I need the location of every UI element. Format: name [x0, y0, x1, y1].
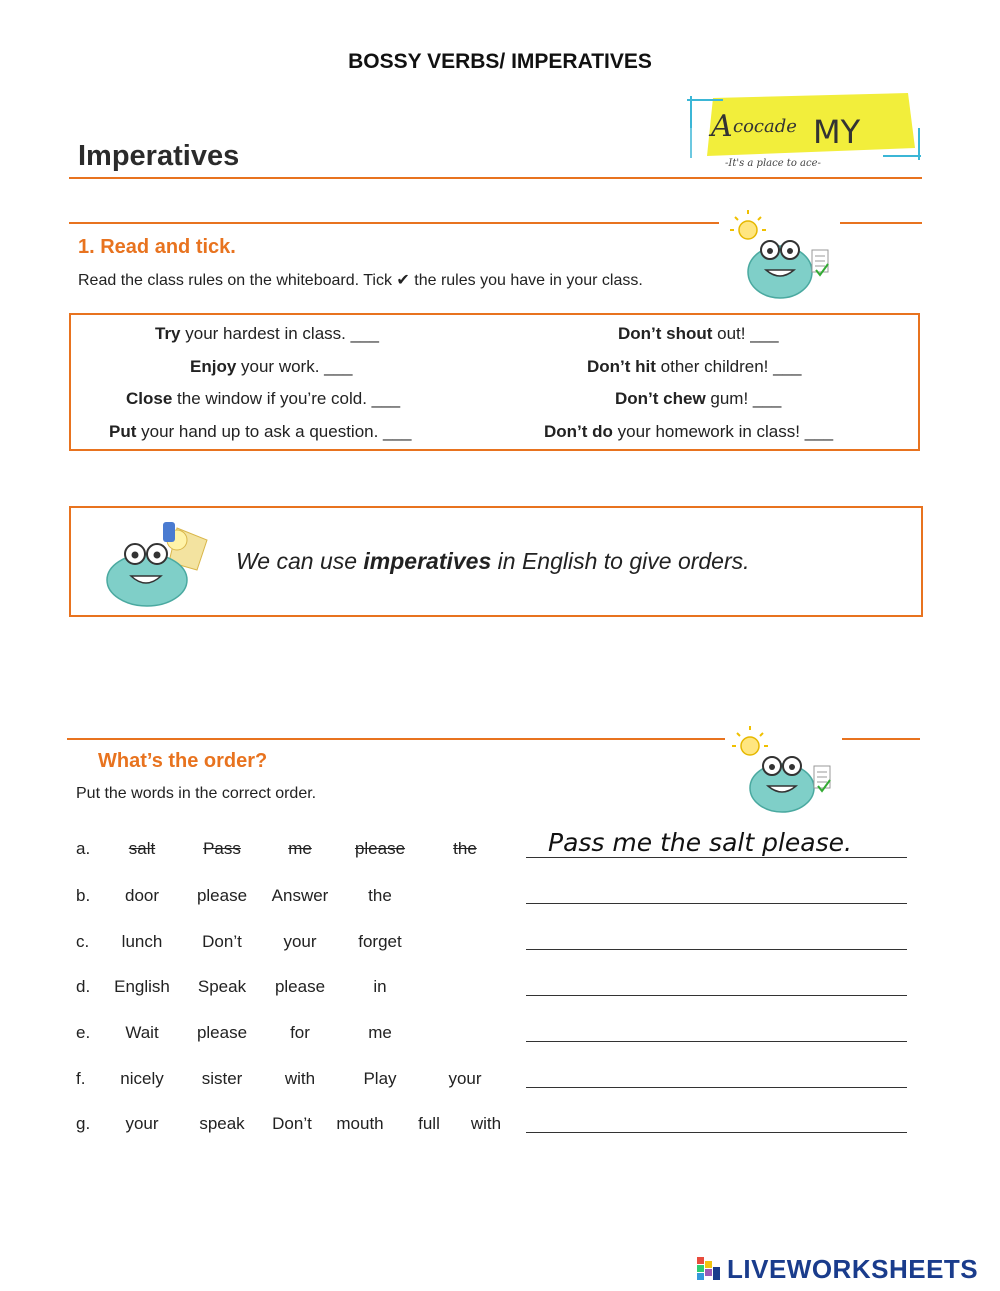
rule-left-2: Enjoy your work. ___: [190, 357, 353, 376]
row-letter-a: a.: [76, 839, 91, 858]
svg-text:cocade: cocade: [733, 116, 797, 137]
answer-line-b[interactable]: [526, 903, 907, 904]
answer-line-e[interactable]: [526, 1041, 907, 1042]
answer-line-d[interactable]: [526, 995, 907, 996]
row-letter-e: e.: [76, 1023, 91, 1042]
note-text: We can use imperatives in English to give orders.: [236, 548, 750, 574]
page-heading: Imperatives: [78, 140, 240, 172]
liveworksheets-logo-icon: [697, 1257, 723, 1281]
svg-text:MY: MY: [813, 113, 861, 151]
rule-right-2: Don’t hit other children! ___: [587, 357, 802, 376]
row-b-word: Answer: [271, 886, 329, 905]
svg-text:A: A: [711, 109, 733, 144]
row-b-word: please: [196, 886, 248, 905]
instruction-text-2: the rules you have in your class.: [414, 272, 643, 289]
row-a-word: salt: [128, 839, 156, 858]
mascot-icon: [730, 726, 840, 818]
rule-right-4: Don’t do your homework in class! ___: [544, 422, 834, 441]
row-g-word: speak: [199, 1114, 245, 1133]
row-e-word: please: [196, 1023, 248, 1042]
row-f-word: with: [284, 1069, 316, 1088]
section1-heading: 1. Read and tick.: [78, 236, 236, 258]
info-note-box: [69, 506, 923, 617]
mascot-icon: [728, 210, 838, 305]
rule-right-1: Don’t shout out! ___: [618, 324, 779, 343]
instruction-text-1: Read the class rules on the whiteboard. Tick: [78, 272, 392, 289]
answer-input-a[interactable]: Pass me the salt please.: [548, 828, 852, 857]
section1-divider-right: [840, 222, 922, 224]
class-rules-box: [69, 313, 920, 451]
section2-heading: What’s the order?: [98, 750, 268, 772]
row-e-word: Wait: [125, 1023, 159, 1042]
heading-underline: [69, 177, 922, 179]
answer-line-a[interactable]: [526, 857, 907, 858]
row-g-word: with: [470, 1114, 502, 1133]
row-c-word: forget: [358, 932, 402, 951]
mascot-lightbulb-icon: [99, 518, 214, 610]
section2-instruction: Put the words in the correct order.: [76, 785, 317, 802]
row-letter-d: d.: [76, 977, 91, 996]
row-f-word: your: [448, 1069, 482, 1088]
document-title: BOSSY VERBS/ IMPERATIVES: [348, 50, 652, 73]
answer-line-f[interactable]: [526, 1087, 907, 1088]
row-g-word: mouth: [336, 1114, 384, 1133]
rule-left-1: Try your hardest in class. ___: [155, 324, 379, 343]
row-a-word: the: [453, 839, 477, 858]
rule-right-3: Don’t chew gum! ___: [615, 389, 782, 408]
liveworksheets-brand[interactable]: LIVEWORKSHEETS: [727, 1254, 979, 1284]
row-a-word: Pass: [203, 839, 241, 858]
row-letter-c: c.: [76, 932, 90, 951]
section2-divider-right: [842, 738, 920, 740]
row-f-word: sister: [201, 1069, 243, 1088]
row-d-word: please: [274, 977, 326, 996]
row-c-word: lunch: [121, 932, 163, 951]
logo-tagline: -It's a place to ace-: [725, 158, 821, 169]
row-e-word: me: [368, 1023, 392, 1042]
row-d-word: English: [114, 977, 170, 996]
row-a-word: please: [354, 839, 406, 858]
row-b-word: door: [124, 886, 160, 905]
row-f-word: nicely: [120, 1069, 164, 1088]
row-b-word: the: [368, 886, 392, 905]
row-letter-b: b.: [76, 886, 91, 905]
answer-line-c[interactable]: [526, 949, 907, 950]
row-letter-g: g.: [76, 1114, 91, 1133]
row-letter-f: f.: [76, 1069, 86, 1088]
section1-divider-left: [69, 222, 719, 224]
rule-left-3: Close the window if you’re cold. ___: [126, 389, 401, 408]
row-g-word: Don’t: [272, 1114, 312, 1133]
row-e-word: for: [290, 1023, 310, 1042]
section1-instruction: [78, 270, 643, 290]
row-a-word: me: [288, 839, 312, 858]
section2-divider-left: [67, 738, 725, 740]
row-f-word: Play: [363, 1069, 397, 1088]
tick-icon: ✔: [396, 272, 410, 289]
rule-left-4: Put your hand up to ask a question. ___: [109, 422, 412, 441]
row-c-word: Don’t: [202, 932, 242, 951]
row-d-word: in: [373, 977, 387, 996]
row-c-word: your: [283, 932, 317, 951]
answer-line-g[interactable]: [526, 1132, 907, 1133]
row-g-word: full: [418, 1114, 440, 1133]
acocademy-logo: [683, 88, 923, 173]
row-g-word: your: [125, 1114, 159, 1133]
row-d-word: Speak: [197, 977, 247, 996]
